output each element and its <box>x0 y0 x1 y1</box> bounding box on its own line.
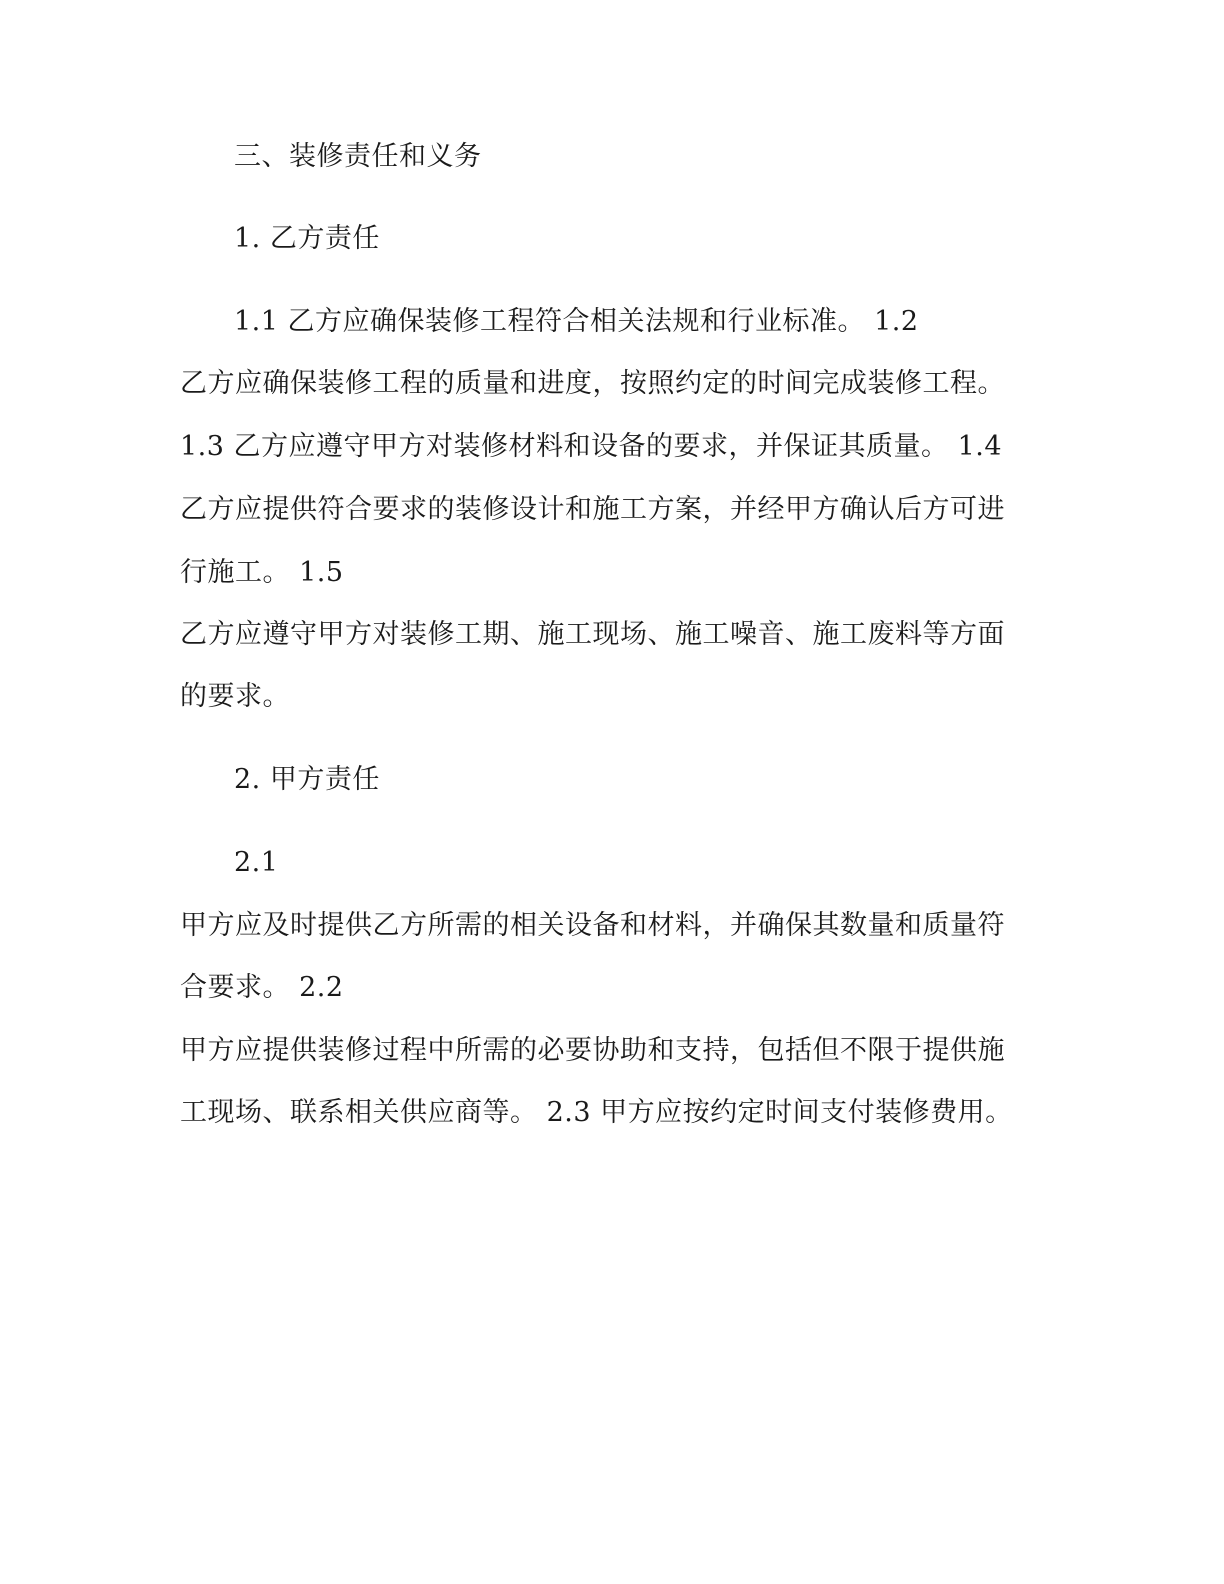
party-a-line-2: 甲方应及时提供乙方所需的相关设备和材料，并确保其数量和质量符 <box>180 910 1005 941</box>
party-b-line-1: 1.1 乙方应确保装修工程符合相关法规和行业标准。 1.2 <box>234 306 919 337</box>
party-a-line-5: 工现场、联系相关供应商等。 2.3 甲方应按约定时间支付装修费用。 <box>180 1097 1013 1128</box>
party-a-heading: 2. 甲方责任 <box>234 764 380 795</box>
party-b-line-2: 乙方应确保装修工程的质量和进度，按照约定的时间完成装修工程。 <box>180 368 1005 399</box>
party-b-heading: 1. 乙方责任 <box>234 223 380 254</box>
party-a-line-1: 2.1 <box>234 847 279 878</box>
party-a-line-3: 合要求。 2.2 <box>180 972 344 1003</box>
party-b-line-4: 乙方应提供符合要求的装修设计和施工方案，并经甲方确认后方可进 <box>180 494 1005 525</box>
party-a-line-4: 甲方应提供装修过程中所需的必要协助和支持，包括但不限于提供施 <box>180 1035 1005 1066</box>
party-b-line-7: 的要求。 <box>180 681 290 712</box>
party-b-line-6: 乙方应遵守甲方对装修工期、施工现场、施工噪音、施工废料等方面 <box>180 619 1005 650</box>
section-heading: 三、装修责任和义务 <box>234 141 482 172</box>
party-b-line-3: 1.3 乙方应遵守甲方对装修材料和设备的要求，并保证其质量。 1.4 <box>180 431 1003 462</box>
party-b-line-5: 行施工。 1.5 <box>180 557 344 588</box>
